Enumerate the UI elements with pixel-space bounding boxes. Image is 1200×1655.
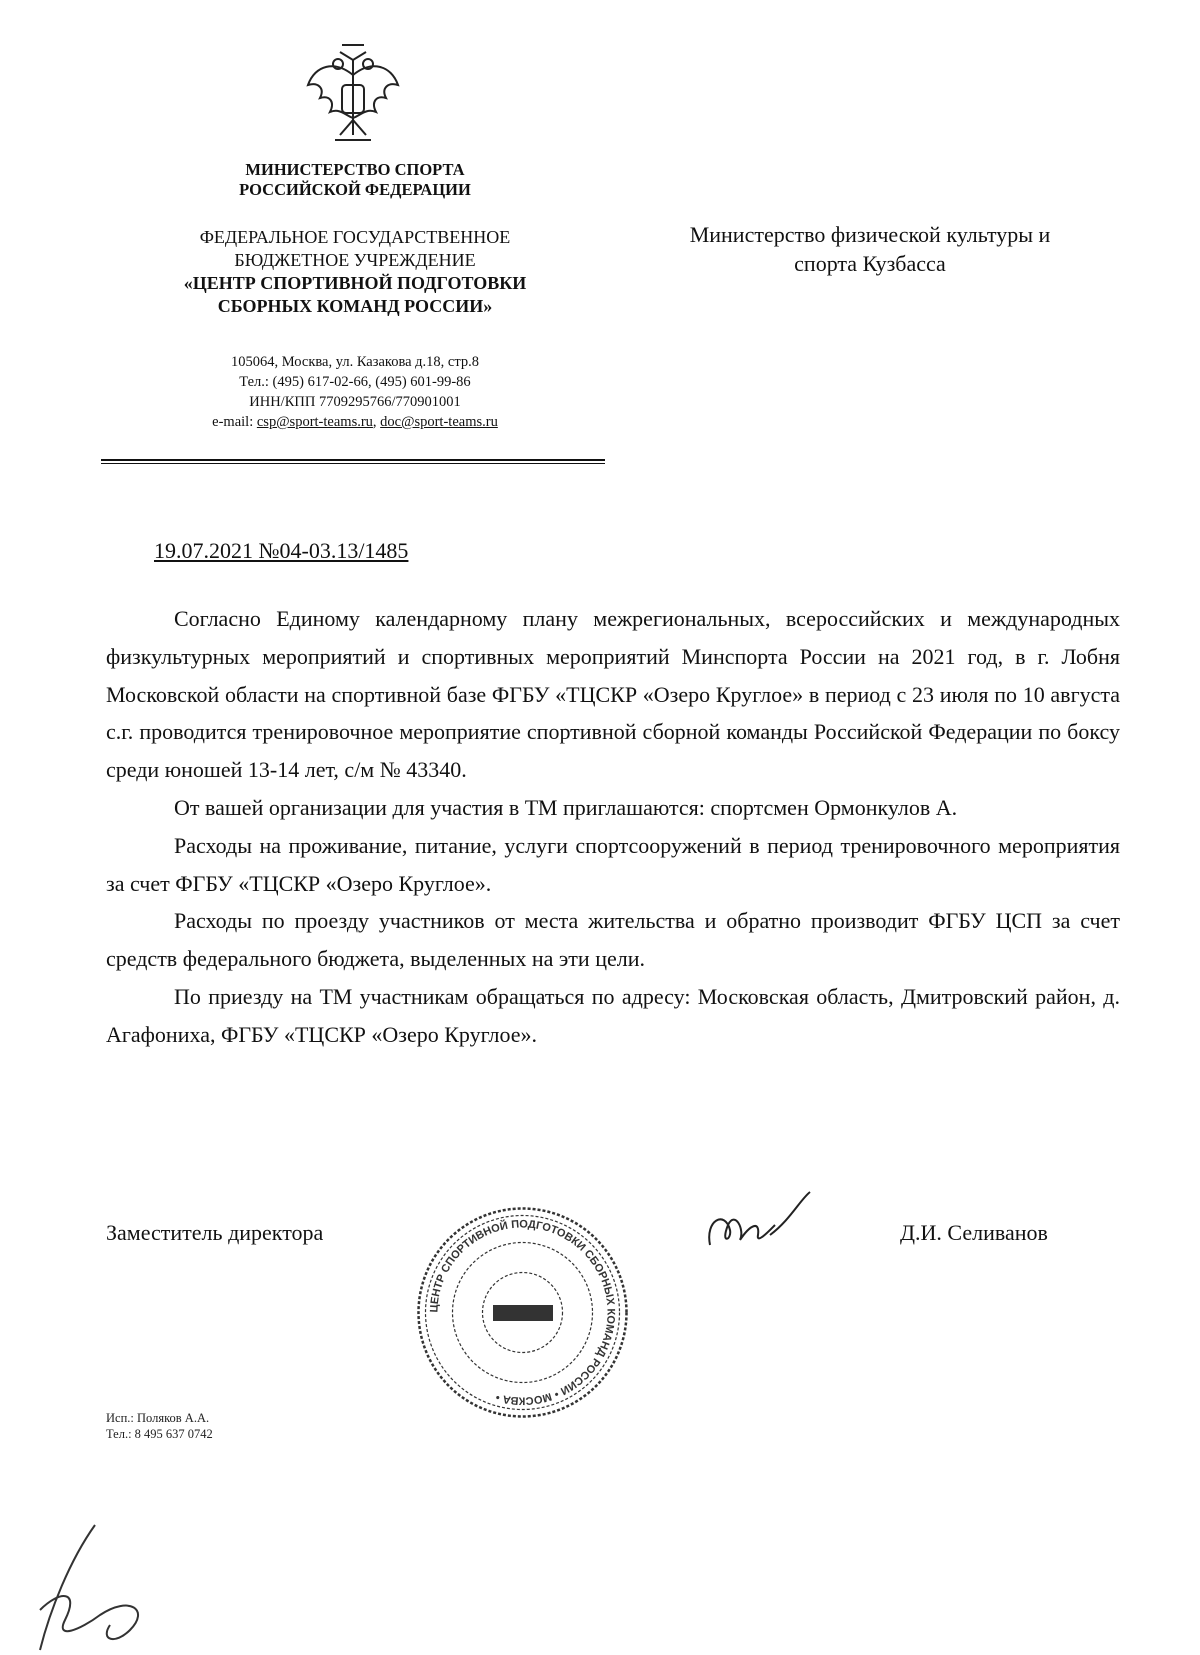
- handwritten-signature: [700, 1190, 820, 1260]
- org-line: «ЦЕНТР СПОРТИВНОЙ ПОДГОТОВКИ: [183, 273, 527, 293]
- signer-name: Д.И. Селиванов: [900, 1220, 1048, 1245]
- coat-of-arms-emblem: [300, 40, 406, 150]
- signer-title: Заместитель директора: [106, 1220, 324, 1245]
- email-label: e-mail:: [212, 414, 257, 430]
- organization-name: [130, 226, 580, 318]
- org-line: ФЕДЕРАЛЬНОЕ ГОСУДАРСТВЕННОЕ: [199, 227, 511, 247]
- paragraph: По приезду на ТМ участникам обращаться по адресу: Московская область, Дмитровский район, д. Агафониха, ФГБУ «ТЦСКР «Озеро Круглое».: [106, 983, 1120, 1047]
- executor-name: Исп.: Поляков А.А.: [106, 1411, 210, 1425]
- email-separator: ,: [372, 414, 381, 430]
- recipient: [630, 220, 1110, 278]
- paragraph: Расходы на проживание, питание, услуги спортсооружений в период тренировочного мероприятия за счет ФГБУ «ТЦСКР «Озеро Круглое».: [106, 832, 1120, 896]
- ministry-line: МИНИСТЕРСТВО СПОРТА: [245, 160, 465, 179]
- ministry-name: [160, 160, 550, 200]
- svg-text:ЦЕНТР СПОРТИВНОЙ ПОДГОТОВКИ СБ: ЦЕНТР СПОРТИВНОЙ ПОДГОТОВКИ СБОРНЫХ КОМАНД РОССИИ • МОСКВА •: [428, 1218, 617, 1407]
- executor-info: [106, 1410, 213, 1442]
- address: 105064, Москва, ул. Казакова д.18, стр.8: [231, 354, 479, 370]
- email-link[interactable]: doc@sport-teams.ru: [380, 414, 498, 430]
- executor-phone: Тел.: 8 495 637 0742: [106, 1427, 213, 1441]
- date-reference: 19.07.2021 №04-03.13/1485: [154, 538, 409, 563]
- letter-body: [106, 600, 1120, 1054]
- phone: Тел.: (495) 617-02-66, (495) 601-99-86: [239, 374, 471, 390]
- header-divider: [101, 459, 605, 464]
- org-line: БЮДЖЕТНОЕ УЧРЕЖДЕНИЕ: [234, 250, 476, 270]
- org-line: СБОРНЫХ КОМАНД РОССИИ»: [217, 296, 493, 316]
- ministry-line: РОССИЙСКОЙ ФЕДЕРАЦИИ: [239, 180, 471, 199]
- paragraph: От вашей организации для участия в ТМ приглашаются: спортсмен Ормонкулов А.: [174, 794, 958, 820]
- paragraph: Согласно Единому календарному плану межрегиональных, всероссийских и международных физкультурных мероприятий и спортивных мероприятий Минспорта России на 2021 год, в г. Лобня Московской области на спортивной базе ФГБУ «ТЦСКР «Озеро Круглое» в период с 23 июля по 10 августа с.г. проводится тренировочное мероприятие спортивной сборной команды Российской Федерации по боксу среди юношей 13-14 лет, с/м № 43340.: [106, 606, 1120, 783]
- organization-contacts: [130, 352, 580, 432]
- email-line: [130, 412, 580, 432]
- recipient-line: Министерство физической культуры и: [689, 222, 1051, 247]
- inn-kpp: ИНН/КПП 7709295766/770901001: [249, 394, 461, 410]
- handwritten-initials: [20, 1520, 170, 1655]
- official-stamp: [415, 1205, 630, 1420]
- recipient-line: спорта Кузбасса: [794, 251, 946, 276]
- paragraph: Расходы по проезду участников от места жительства и обратно производит ФГБУ ЦСП за счет средств федерального бюджета, выделенных на эти цели.: [106, 908, 1120, 972]
- email-link[interactable]: csp@sport-teams.ru: [256, 414, 373, 430]
